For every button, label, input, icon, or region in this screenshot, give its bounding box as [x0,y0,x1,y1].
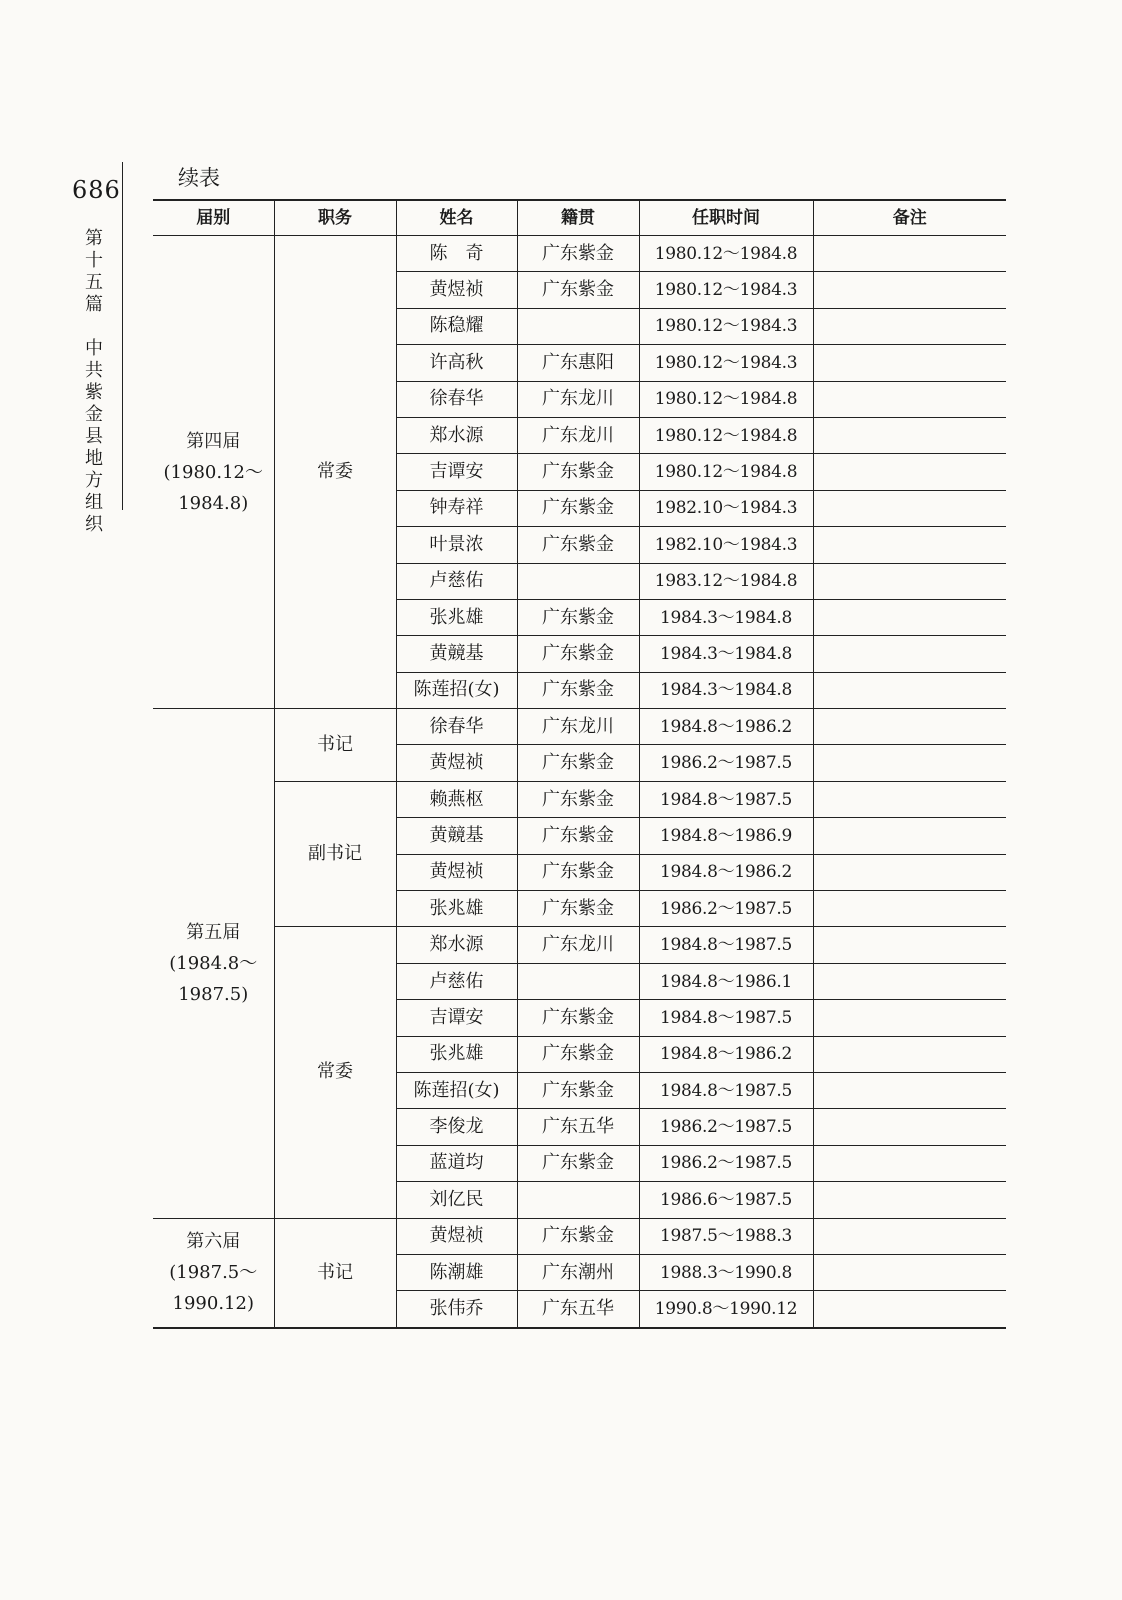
name-cell: 张兆雄 [396,599,517,635]
table-caption: 续表 [178,166,220,190]
tenure-cell: 1986.2～1987.5 [639,1109,813,1145]
tenure-cell: 1982.10～1984.3 [639,490,813,526]
table-row [153,781,1006,817]
remarks-cell [813,1291,1006,1328]
header-origin: 籍贯 [517,200,639,236]
origin-cell: 广东五华 [517,1109,639,1145]
tenure-cell: 1984.8～1986.2 [639,709,813,745]
position-cell: 书记 [274,709,396,782]
tenure-cell: 1984.8～1987.5 [639,1072,813,1108]
table-row [153,236,1006,272]
remarks-cell [813,1000,1006,1036]
name-cell: 黄竸基 [396,818,517,854]
remarks-cell [813,490,1006,526]
remarks-cell [813,891,1006,927]
officials-table [153,199,1006,1329]
tenure-cell: 1984.8～1986.1 [639,963,813,999]
origin-cell: 广东紫金 [517,454,639,490]
chapter-side-title: 第十五篇 中共紫金县地方组织 [82,228,103,536]
name-cell: 陈莲招(女) [396,672,517,708]
term-name: 第五届 [186,921,241,943]
tenure-cell: 1984.8～1986.9 [639,818,813,854]
remarks-cell [813,709,1006,745]
tenure-cell: 1984.3～1984.8 [639,672,813,708]
remarks-cell [813,854,1006,890]
officials-table-container [153,199,1006,1329]
tenure-cell: 1988.3～1990.8 [639,1254,813,1290]
name-cell: 吉谭安 [396,1000,517,1036]
name-cell: 赖燕枢 [396,781,517,817]
header-term: 届别 [153,200,274,236]
remarks-cell [813,1182,1006,1218]
term-period-start: (1987.5～ [169,1262,258,1284]
name-cell: 郑水源 [396,417,517,453]
origin-cell: 广东紫金 [517,636,639,672]
tenure-cell: 1982.10～1984.3 [639,527,813,563]
origin-cell: 广东紫金 [517,490,639,526]
term-period-start: (1980.12～ [163,461,263,483]
remarks-cell [813,345,1006,381]
remarks-cell [813,236,1006,272]
table-row [153,709,1006,745]
tenure-cell: 1980.12～1984.3 [639,308,813,344]
origin-cell: 广东紫金 [517,781,639,817]
origin-cell: 广东紫金 [517,527,639,563]
name-cell: 徐春华 [396,381,517,417]
remarks-cell [813,1218,1006,1254]
name-cell: 许高秋 [396,345,517,381]
origin-cell [517,563,639,599]
tenure-cell: 1984.8～1986.2 [639,854,813,890]
tenure-cell: 1980.12～1984.3 [639,272,813,308]
tenure-cell: 1984.8～1987.5 [639,781,813,817]
origin-cell: 广东紫金 [517,891,639,927]
tenure-cell: 1980.12～1984.8 [639,417,813,453]
tenure-cell: 1980.12～1984.3 [639,345,813,381]
origin-cell: 广东五华 [517,1291,639,1328]
name-cell: 徐春华 [396,709,517,745]
origin-cell: 广东紫金 [517,236,639,272]
side-divider [122,162,123,510]
name-cell: 李俊龙 [396,1109,517,1145]
tenure-cell: 1984.3～1984.8 [639,599,813,635]
tenure-cell: 1986.6～1987.5 [639,1182,813,1218]
origin-cell [517,1182,639,1218]
remarks-cell [813,272,1006,308]
tenure-cell: 1983.12～1984.8 [639,563,813,599]
remarks-cell [813,454,1006,490]
origin-cell [517,963,639,999]
table-row [153,1218,1006,1254]
term-period-end: 1984.8) [178,492,249,514]
header-name: 姓名 [396,200,517,236]
origin-cell: 广东紫金 [517,1145,639,1181]
header-position: 职务 [274,200,396,236]
remarks-cell [813,818,1006,854]
name-cell: 张伟乔 [396,1291,517,1328]
origin-cell: 广东紫金 [517,745,639,781]
origin-cell: 广东龙川 [517,709,639,745]
remarks-cell [813,1109,1006,1145]
origin-cell: 广东紫金 [517,1036,639,1072]
remarks-cell [813,1145,1006,1181]
origin-cell: 广东紫金 [517,672,639,708]
position-cell: 书记 [274,1218,396,1328]
tenure-cell: 1984.8～1987.5 [639,927,813,963]
name-cell: 黄煜祯 [396,854,517,890]
remarks-cell [813,308,1006,344]
origin-cell: 广东龙川 [517,927,639,963]
tenure-cell: 1990.8～1990.12 [639,1291,813,1328]
remarks-cell [813,927,1006,963]
origin-cell: 广东潮州 [517,1254,639,1290]
remarks-cell [813,636,1006,672]
remarks-cell [813,672,1006,708]
name-cell: 张兆雄 [396,1036,517,1072]
remarks-cell [813,1072,1006,1108]
position-cell: 常委 [274,236,396,709]
remarks-cell [813,599,1006,635]
remarks-cell [813,1254,1006,1290]
tenure-cell: 1984.8～1987.5 [639,1000,813,1036]
origin-cell: 广东紫金 [517,599,639,635]
tenure-cell: 1986.2～1987.5 [639,1145,813,1181]
origin-cell: 广东紫金 [517,1000,639,1036]
tenure-cell: 1984.8～1986.2 [639,1036,813,1072]
term-period-start: (1984.8～ [169,952,258,974]
origin-cell: 广东紫金 [517,1218,639,1254]
remarks-cell [813,781,1006,817]
tenure-cell: 1980.12～1984.8 [639,236,813,272]
remarks-cell [813,417,1006,453]
table-row [153,927,1006,963]
origin-cell [517,308,639,344]
position-cell: 常委 [274,927,396,1218]
tenure-cell: 1986.2～1987.5 [639,745,813,781]
term-cell [153,236,274,709]
tenure-cell: 1986.2～1987.5 [639,891,813,927]
origin-cell: 广东紫金 [517,818,639,854]
remarks-cell [813,963,1006,999]
name-cell: 卢慈佑 [396,563,517,599]
origin-cell: 广东紫金 [517,854,639,890]
term-name: 第四届 [186,430,241,452]
term-period-end: 1987.5) [178,983,249,1005]
name-cell: 卢慈佑 [396,963,517,999]
remarks-cell [813,563,1006,599]
name-cell: 吉谭安 [396,454,517,490]
term-period-end: 1990.12) [172,1293,254,1315]
remarks-cell [813,527,1006,563]
name-cell: 黄煜祯 [396,745,517,781]
tenure-cell: 1987.5～1988.3 [639,1218,813,1254]
header-remarks: 备注 [813,200,1006,236]
tenure-cell: 1980.12～1984.8 [639,381,813,417]
origin-cell: 广东龙川 [517,417,639,453]
remarks-cell [813,381,1006,417]
name-cell: 叶景浓 [396,527,517,563]
term-cell [153,709,274,1218]
header-tenure: 任职时间 [639,200,813,236]
name-cell: 陈 奇 [396,236,517,272]
name-cell: 刘亿民 [396,1182,517,1218]
name-cell: 郑水源 [396,927,517,963]
header-row [153,200,1006,236]
tenure-cell: 1984.3～1984.8 [639,636,813,672]
tenure-cell: 1980.12～1984.8 [639,454,813,490]
origin-cell: 广东紫金 [517,1072,639,1108]
term-cell [153,1218,274,1328]
origin-cell: 广东惠阳 [517,345,639,381]
name-cell: 黄煜祯 [396,1218,517,1254]
name-cell: 蓝道均 [396,1145,517,1181]
name-cell: 张兆雄 [396,891,517,927]
name-cell: 陈莲招(女) [396,1072,517,1108]
page-number: 686 [72,176,121,204]
origin-cell: 广东龙川 [517,381,639,417]
table-body [153,236,1006,1328]
name-cell: 黄竸基 [396,636,517,672]
name-cell: 陈稳耀 [396,308,517,344]
name-cell: 黄煜祯 [396,272,517,308]
name-cell: 钟寿祥 [396,490,517,526]
name-cell: 陈潮雄 [396,1254,517,1290]
position-cell: 副书记 [274,781,396,927]
remarks-cell [813,1036,1006,1072]
term-name: 第六届 [186,1231,241,1253]
remarks-cell [813,745,1006,781]
origin-cell: 广东紫金 [517,272,639,308]
